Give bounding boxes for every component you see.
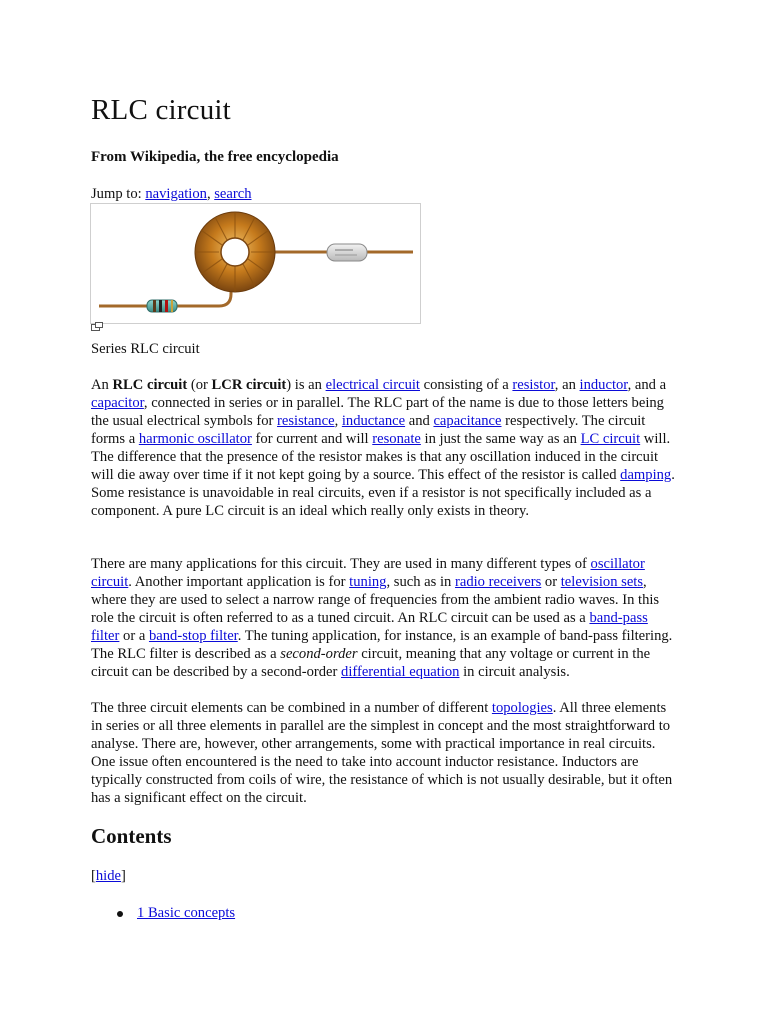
link-capacitance[interactable]: capacitance <box>433 413 502 429</box>
link-resistance[interactable]: resistance <box>277 413 335 429</box>
article-subtitle: From Wikipedia, the free encyclopedia <box>91 149 339 165</box>
jump-prefix: Jump to: <box>91 186 146 202</box>
search-link[interactable]: search <box>214 186 252 202</box>
hide-toc-link[interactable]: hide <box>95 868 122 884</box>
link-electrical-circuit[interactable]: electrical circuit <box>325 377 420 393</box>
toc-link-basic-concepts[interactable]: 1 Basic concepts <box>137 905 236 921</box>
link-differential-equation[interactable]: differential equation <box>341 664 460 680</box>
text-span: , such as in <box>386 574 455 590</box>
text-span: for current and will <box>251 431 373 447</box>
text-span: . All three elements in series or all three elements in parallel are the simplest in concept and the most straightforward to analyse. There are, however, other arrangements, some with practical importance in real circuits. One issue often encountered is the need to take into account inductor resistance. Inductors are typically constructed from coils of wire, the resistance of which is not usually desirable, but it often has a significant effect on the circuit. <box>91 700 673 806</box>
link-resonate[interactable]: resonate <box>372 431 421 447</box>
jump-links <box>91 186 252 203</box>
text-span: or <box>541 574 561 590</box>
text-span: The three circuit elements can be combined in a number of different <box>91 700 492 716</box>
rlc-circuit-image[interactable] <box>90 203 421 324</box>
bracket-close: ] <box>121 868 126 884</box>
navigation-link[interactable]: navigation <box>145 186 207 202</box>
text-span: , where they are used to select a narrow range of frequencies from the ambient radio waves. In this role the circuit is often referred to as a tuned circuit. An RLC circuit can be used as a <box>91 574 660 626</box>
link-tuning[interactable]: tuning <box>349 574 387 590</box>
link-capacitor[interactable]: capacitor <box>91 395 144 411</box>
bracket-open: [ <box>91 868 96 884</box>
figure-caption: Series RLC circuit <box>91 341 200 357</box>
text-span: , an <box>554 377 580 393</box>
text-span: . The tuning application, for instance, is an example of band-pass filtering. The RLC filter is described as a <box>91 628 673 662</box>
link-topologies[interactable]: topologies <box>491 700 553 716</box>
bold-term: LCR circuit <box>211 377 287 393</box>
link-band-stop-filter[interactable]: band-stop filter <box>148 628 238 644</box>
text-span: in circuit analysis. <box>459 664 570 680</box>
link-lc-circuit[interactable]: LC circuit <box>580 431 641 447</box>
applications-paragraph <box>91 555 679 681</box>
text-span: or a <box>119 628 149 644</box>
text-span: (or <box>187 377 212 393</box>
text-span: circuit, meaning that any voltage or current in the circuit can be described by a second-order <box>91 646 651 680</box>
text-span: in just the same way as an <box>420 431 581 447</box>
text-span: An <box>91 377 113 393</box>
text-span: will. The difference that the presence of the resistor makes is that any oscillation induced in the circuit will die away over time if it not kept going by a source. This effect of the resistor is called <box>91 431 671 483</box>
jump-separator: , <box>206 186 215 202</box>
link-inductor[interactable]: inductor <box>579 377 628 393</box>
link-television-sets[interactable]: television sets <box>560 574 644 590</box>
text-span: ) is an <box>286 377 326 393</box>
link-resistor[interactable]: resistor <box>512 377 555 393</box>
text-span: respectively. The circuit forms a <box>91 413 646 447</box>
text-span: consisting of a <box>419 377 513 393</box>
text-span: and <box>405 413 434 429</box>
text-span: . Another important application is for <box>128 574 350 590</box>
link-radio-receivers[interactable]: radio receivers <box>454 574 542 590</box>
text-span: , <box>334 413 342 429</box>
italic-term: second-order <box>280 646 358 662</box>
bullet-icon <box>117 911 123 917</box>
link-damping[interactable]: damping <box>620 467 672 483</box>
table-of-contents <box>117 905 235 922</box>
bold-term: RLC circuit <box>112 377 188 393</box>
contents-heading: Contents <box>91 824 172 848</box>
toc-toggle <box>91 868 126 885</box>
toc-item <box>117 905 235 922</box>
page-title: RLC circuit <box>91 94 231 126</box>
text-span: , connected in series or in parallel. The RLC part of the name is due to those letters being the usual electrical symbols for <box>91 395 664 429</box>
text-span: There are many applications for this circuit. They are used in many different types of <box>91 556 591 572</box>
link-oscillator-circuit[interactable]: oscillator circuit <box>91 556 645 590</box>
enlarge-icon[interactable] <box>91 322 103 331</box>
link-harmonic-oscillator[interactable]: harmonic oscillator <box>138 431 252 447</box>
link-inductance[interactable]: inductance <box>341 413 406 429</box>
text-span: . Some resistance is unavoidable in real circuits, even if a resistor is not specifically included as a component. A pure LC circuit is an ideal which really only exists in theory. <box>91 467 675 519</box>
rlc-circuit-photo <box>91 204 420 323</box>
intro-paragraph <box>91 376 679 520</box>
topologies-paragraph <box>91 699 679 807</box>
text-span: , and a <box>627 377 667 393</box>
link-band-pass-filter[interactable]: band-pass filter <box>91 610 648 644</box>
